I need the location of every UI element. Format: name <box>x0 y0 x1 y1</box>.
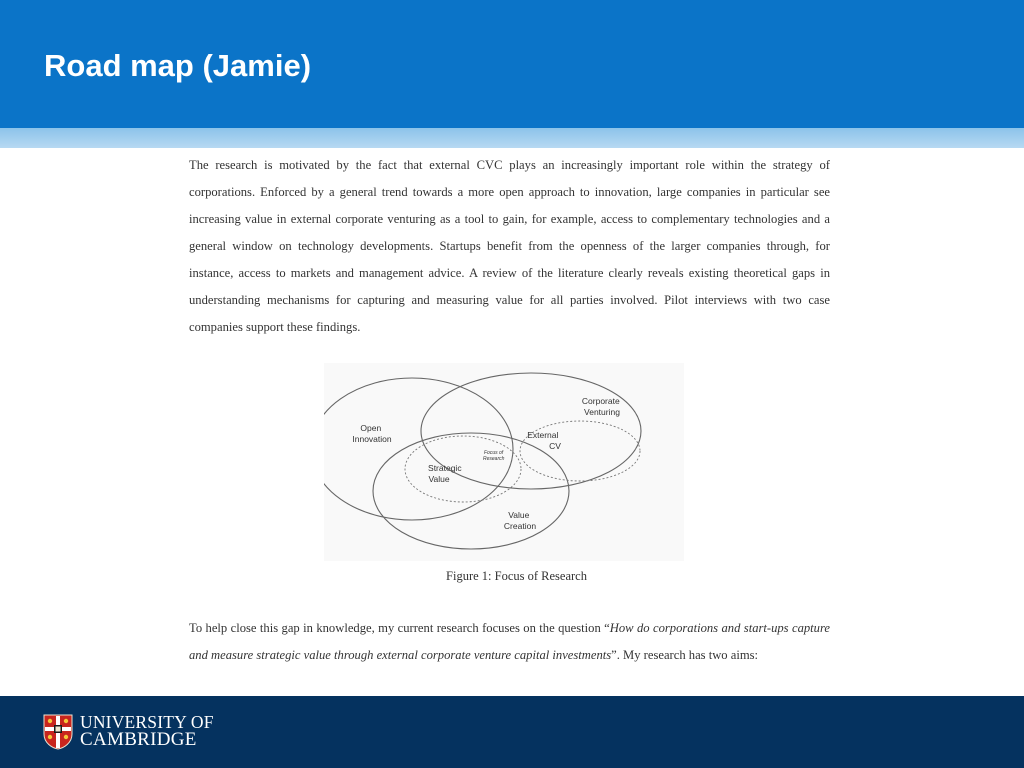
wordmark-line-1: UNIVERSITY OF <box>80 712 214 732</box>
slide-header <box>0 0 1024 128</box>
strategic-value-label: Strategic Value <box>428 463 462 484</box>
open-innovation-ellipse <box>324 378 513 520</box>
university-crest-icon <box>43 714 73 750</box>
university-wordmark <box>80 713 214 749</box>
external-cv-label: External CV <box>527 430 561 451</box>
paragraph-2-lead: To help close this gap in knowledge, my current research focuses on the question “ <box>189 621 610 635</box>
document-excerpt <box>174 148 859 696</box>
value-creation-ellipse <box>373 433 569 549</box>
figure-caption: Figure 1: Focus of Research <box>446 569 587 583</box>
wordmark-line-2: CAMBRIDGE <box>80 729 197 750</box>
research-question: How do corporations and start-ups capture and measure strategic value through external corporate venture capital investments <box>189 621 830 662</box>
venn-diagram <box>324 363 684 561</box>
open-innovation-label: Open Innovation <box>352 423 392 444</box>
body-paragraph-2 <box>189 615 830 669</box>
slide-title: Road map (Jamie) <box>44 48 312 83</box>
paragraph-2-tail: ”. My research has two aims: <box>611 648 759 662</box>
body-paragraph-1: The research is motivated by the fact that external CVC plays an increasingly important role within the strategy of corporations. Enforced by a general trend towards a more open approach to innovation, large companies in particular see increasing value in external corporate venturing as a tool to gain, for example, access to complementary technologies and a general window on technology developments. Startups benefit from the openness of the larger companies through, for instance, access to markets and management advice. A review of the literature clearly reveals existing theoretical gaps in understanding mechanisms for capturing and measuring value for all parties involved. Pilot interviews with two case companies support these findings. <box>189 158 830 334</box>
value-creation-label: Value Creation <box>503 510 537 531</box>
venn-diagram-svg <box>324 363 684 561</box>
header-stripe <box>0 128 1024 148</box>
corporate-venturing-label: Corporate Venturing <box>581 396 620 417</box>
focus-of-research-label: Focus of Research <box>483 450 505 462</box>
